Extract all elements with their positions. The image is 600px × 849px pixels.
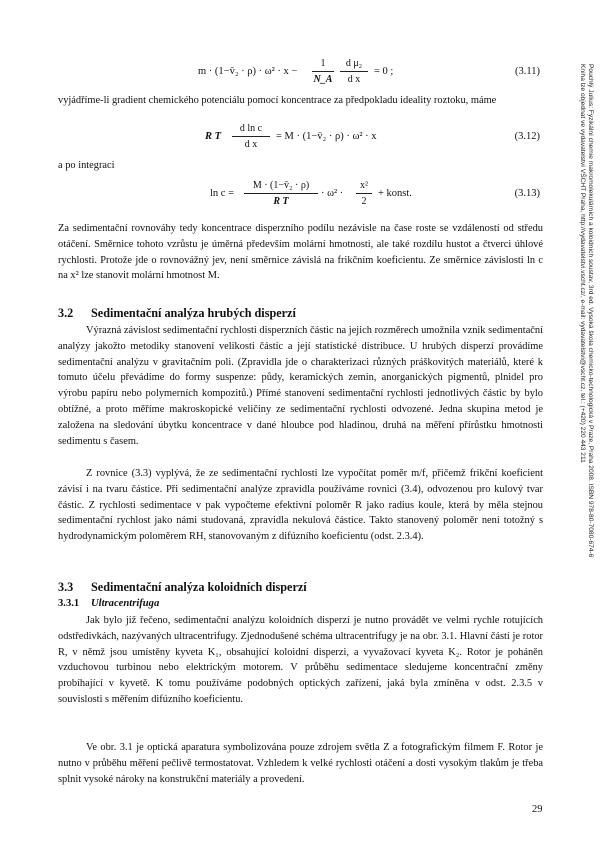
eq-3-11-left: m · (1−v̄₂ · ρ) · ω² · x − xyxy=(198,66,298,77)
eq-3-13-right: + konst. xyxy=(378,188,412,199)
side-citation-text xyxy=(578,64,594,704)
section-title: Sedimentační analýza hrubých disperzí xyxy=(91,306,296,320)
eq-3-13-frac-bar xyxy=(244,193,318,194)
section-3-3-1-paragraph-1: Jak bylo již řečeno, sedimentační analýzu koloidních disperzí je nutno provádět ve velmi rychle rotujících odstředivkách, nazývaných ultracentrifugy. Zjednodušené schéma ultracentrifugy je na obr. 3.1. Hlavní částí je rotor R, v němž jsou umístěny kyveta K₁, obsahující koloidní disperzi, a vyvažovací kyveta K₂. Rotor je poháněn vzduchovou turbinou nebo elektrickým motorem. V průběhu sedimentace sledujeme koncentrační změny probíhající v kyvetě. K tomu používáme podobných optických zařízení, jaká byla zmíněna v odst. 2.3.5 v souvislosti s měřením difúzního koeficientu. xyxy=(58,615,543,705)
eq-3-11-frac-bar xyxy=(312,71,334,72)
eq-3-13-frac-den: R T xyxy=(273,196,289,207)
eq-3-11-frac-num: 1 xyxy=(320,58,326,69)
eq-3-12-right: = M · (1−v̄₂ · ρ) · ω² · x xyxy=(276,131,377,142)
eq-3-11-right: = 0 ; xyxy=(374,66,394,77)
side-citation-line-2: Kniha lze objednat ve vydavatelství VŠCHT Praha, http://vydavatelstvi.vscht.cz/, e-mail: vydavatelstvi@vscht.cz, tel.: (+420) 220 443 211 xyxy=(579,64,586,463)
subsection-number: 3.3.1 xyxy=(58,598,80,609)
subsection-heading-3-3-1 xyxy=(58,598,159,609)
eq-3-13-frac2-num: x² xyxy=(360,180,368,191)
eq-3-11-frac-den: N_A xyxy=(313,74,333,85)
subsection-title: Ultracentrifuga xyxy=(91,598,160,609)
section-3-2-paragraph-2: Z rovnice (3.3) vyplývá, že ze sedimentační rychlosti lze vypočítat poměr m/f, přičemž frikční koeficient závisí i na tvaru částice. Při sedimentační analýze zpravidla používáme rovnici (3.4), odvozenou pro kulový tvar částic. Z rychlosti sedimentace v pak vypočteme efektivní poloměr R jako radius koule, která by měla stejnou sedimentační rychlost jako námi studovaná, zpravidla nekulová částice. Takto stanovený poloměr není totožný s hydrodynamickým poloměrem RH, stanovovaným z difúzního koeficientu (odst. 2.3.4). xyxy=(58,468,543,543)
side-citation-line-1: Pouchlý Julius: Fyzikální chemie makromolekulárních a koloidních soustav, 3rd ed. Vysoká škola chemicko-technologická v Praze, Praha 2008. ISBN 978-80-7080-674-6 xyxy=(587,64,594,558)
intro-eq-3-12: vyjádříme-li gradient chemického potenciálu pomocí koncentrace za předpokladu ideality roztoku, máme xyxy=(58,95,497,106)
intro-eq-3-13: a po integraci xyxy=(58,160,115,171)
section-heading-3-3 xyxy=(58,580,307,595)
eq-3-13-frac2-bar xyxy=(356,193,372,194)
section-number: 3.2 xyxy=(58,306,74,320)
side-citation xyxy=(566,64,596,704)
eq-3-12-frac-den: d x xyxy=(244,139,258,150)
eq-3-13-number: (3.13) xyxy=(514,188,540,199)
eq-3-13-mid: · ω² · xyxy=(321,188,344,199)
eq-3-12-rt: R T xyxy=(205,131,222,142)
eq-3-12-frac-num: d ln c xyxy=(239,123,263,134)
eq-3-12-frac-bar xyxy=(232,136,270,137)
eq-3-13-frac2-den: 2 xyxy=(361,196,367,207)
page-number: 29 xyxy=(532,804,543,815)
eq-3-11-number: (3.11) xyxy=(515,66,540,77)
eq-3-12-number: (3.12) xyxy=(514,131,540,142)
eq-3-13-left: ln c = xyxy=(210,188,234,199)
section-3-3-1-paragraph-2: Ve obr. 3.1 je optická aparatura symbolizována pouze zdrojem světla Z a fotografickým filmem F. Rotor je nutno v průběhu měření pečlivě termostatovat. Vzhledem k velké rychlosti otáčení a dosti vysokým tlakům je třeba splnit vysoké nároky na konstrukční materiály a provedení. xyxy=(58,742,543,785)
section-3-2-paragraph-1: Výrazná závislost sedimentační rychlosti disperzních částic na jejich rozměrech umožnila vznik sedimentační analýzy jakožto metodiky stanovení velikosti částic a její statistické distribuce. U hrubých disperzí provádíme sedimentační analýzu v gravitačním poli. (Zpravidla jde o charakterizaci různých práškovitých materiálů, které k tomuto účelu převádíme do formy suspenze: půdy, keramických zemin, anorganických pigmentů, plnidel pro výrobu papíru nebo polymerních kompozitů.) Přímé stanovení sedimentační rychlosti jednotlivých částic by bylo obtížné, a proto měříme makroskopické veličiny ze sedimentační rychlosti odvozené. Jedna skupina metod je založena na sledování úbytku koncentrace v dané hloubce pod hladinou, druhá na měření přírůstku hmotnosti sedimentu s časem. xyxy=(58,325,543,447)
eq-3-13-frac-num: M · (1−v̄₂ · ρ) xyxy=(252,180,310,191)
section-title: Sedimentační analýza koloidních disperzí xyxy=(91,580,307,594)
paragraph-equilibrium: Za sedimentační rovnováhy tedy koncentrace disperzního podílu nezávisle na čase roste se vzdáleností od středu otáčení. Směrnice tohoto vzrůstu je úměrná především molární hmotnosti, ale také rozdílu hustot a čtverci úhlové rychlosti. Protože jde o rovnovážný jev, není směrnice závislá na frikčním koeficientu. Ze směrnice závislosti ln c na x² lze stanovit molární hmotnost M. xyxy=(58,223,543,282)
eq-3-11-frac2-den: d x xyxy=(347,74,361,85)
section-heading-3-2 xyxy=(58,306,296,321)
eq-3-11-frac2-bar xyxy=(340,71,368,72)
eq-3-11-frac2-num: d μ₂ xyxy=(345,58,363,69)
section-number: 3.3 xyxy=(58,580,74,594)
